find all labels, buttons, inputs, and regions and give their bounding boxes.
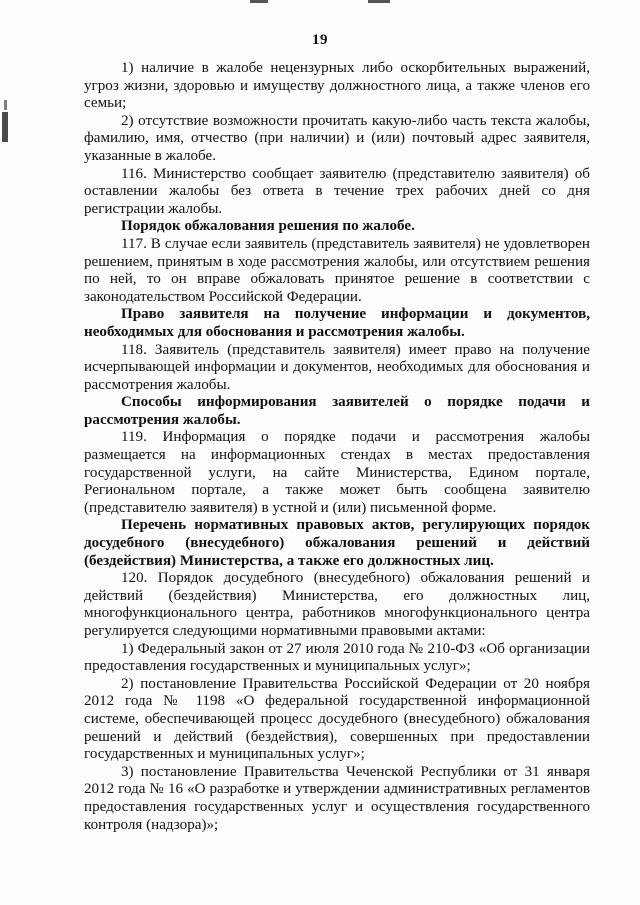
section-heading: Способы информирования заявителей о порядке подачи и рассмотрения жалобы. bbox=[84, 394, 590, 428]
list-item: 2) постановление Правительства Российской Федерации от 20 ноября 2012 года № 1198 «О федеральной государственной информационной системе, обеспечивающей процесс досудебного (внесудебного) обжалования решений и действий (бездействия), совершенных при предоставлении государственных и муниципальных услуг»; bbox=[84, 675, 590, 763]
page-number: 19 bbox=[312, 32, 328, 48]
list-item: 3) постановление Правительства Чеченской Республики от 31 января 2012 года № 16 «О разработке и утверждении административных регламентов предоставления государственных услуг и осуществления государственного контроля (надзора)»; bbox=[84, 763, 590, 833]
section-heading: Перечень нормативных правовых актов, регулирующих порядок досудебного (внесудебного) обжалования решений и действий (бездействия) Министерства, а также его должностных лиц. bbox=[84, 517, 590, 569]
list-item: 2) отсутствие возможности прочитать какую-либо часть текста жалобы, фамилию, имя, отчество (при наличии) и (или) почтовый адрес заявителя, указанные в жалобе. bbox=[84, 112, 590, 164]
scan-artifact bbox=[368, 0, 390, 3]
section-heading: Порядок обжалования решения по жалобе. bbox=[121, 218, 415, 235]
document-body bbox=[84, 60, 590, 834]
section-heading: Право заявителя на получение информации и документов, необходимых для обоснования и рассмотрения жалобы. bbox=[84, 306, 590, 340]
paragraph: 116. Министерство сообщает заявителю (представителю заявителя) об оставлении жалобы без ответа в течение трех рабочих дней со дня регистрации жалобы. bbox=[84, 165, 590, 217]
binding-hole-mark bbox=[4, 100, 7, 110]
scan-artifact bbox=[250, 0, 268, 3]
binding-hole-mark bbox=[2, 112, 8, 142]
list-item: 1) Федеральный закон от 27 июля 2010 года № 210-ФЗ «Об организации предоставления государственных и муниципальных услуг»; bbox=[84, 640, 590, 675]
paragraph: 118. Заявитель (представитель заявителя) имеет право на получение исчерпывающей информации и документов, необходимых для обоснования и рассмотрения жалобы. bbox=[84, 341, 590, 393]
paragraph: 117. В случае если заявитель (представитель заявителя) не удовлетворен решением, принятым в ходе рассмотрения жалобы, или отсутствием решения по ней, то он вправе обжаловать принятое решение в соответствии с законодательством Российской Федерации. bbox=[84, 235, 590, 305]
paragraph: 119. Информация о порядке подачи и рассмотрения жалобы размещается на информационных стендах в местах предоставления государственной услуги, на сайте Министерства, Едином портале, Региональном портале, а также может быть сообщена заявителю (представителю заявителя) в устной и (или) письменной форме. bbox=[84, 429, 590, 516]
paragraph: 120. Порядок досудебного (внесудебного) обжалования решений и действий (бездействия) Министерства, его должностных лиц, многофункционального центра, работников многофункционального центра регулируется следующими нормативными правовыми актами: bbox=[84, 570, 590, 639]
list-item: 1) наличие в жалобе нецензурных либо оскорбительных выражений, угроз жизни, здоровью и имуществу должностного лица, а также членов его семьи; bbox=[84, 60, 590, 112]
